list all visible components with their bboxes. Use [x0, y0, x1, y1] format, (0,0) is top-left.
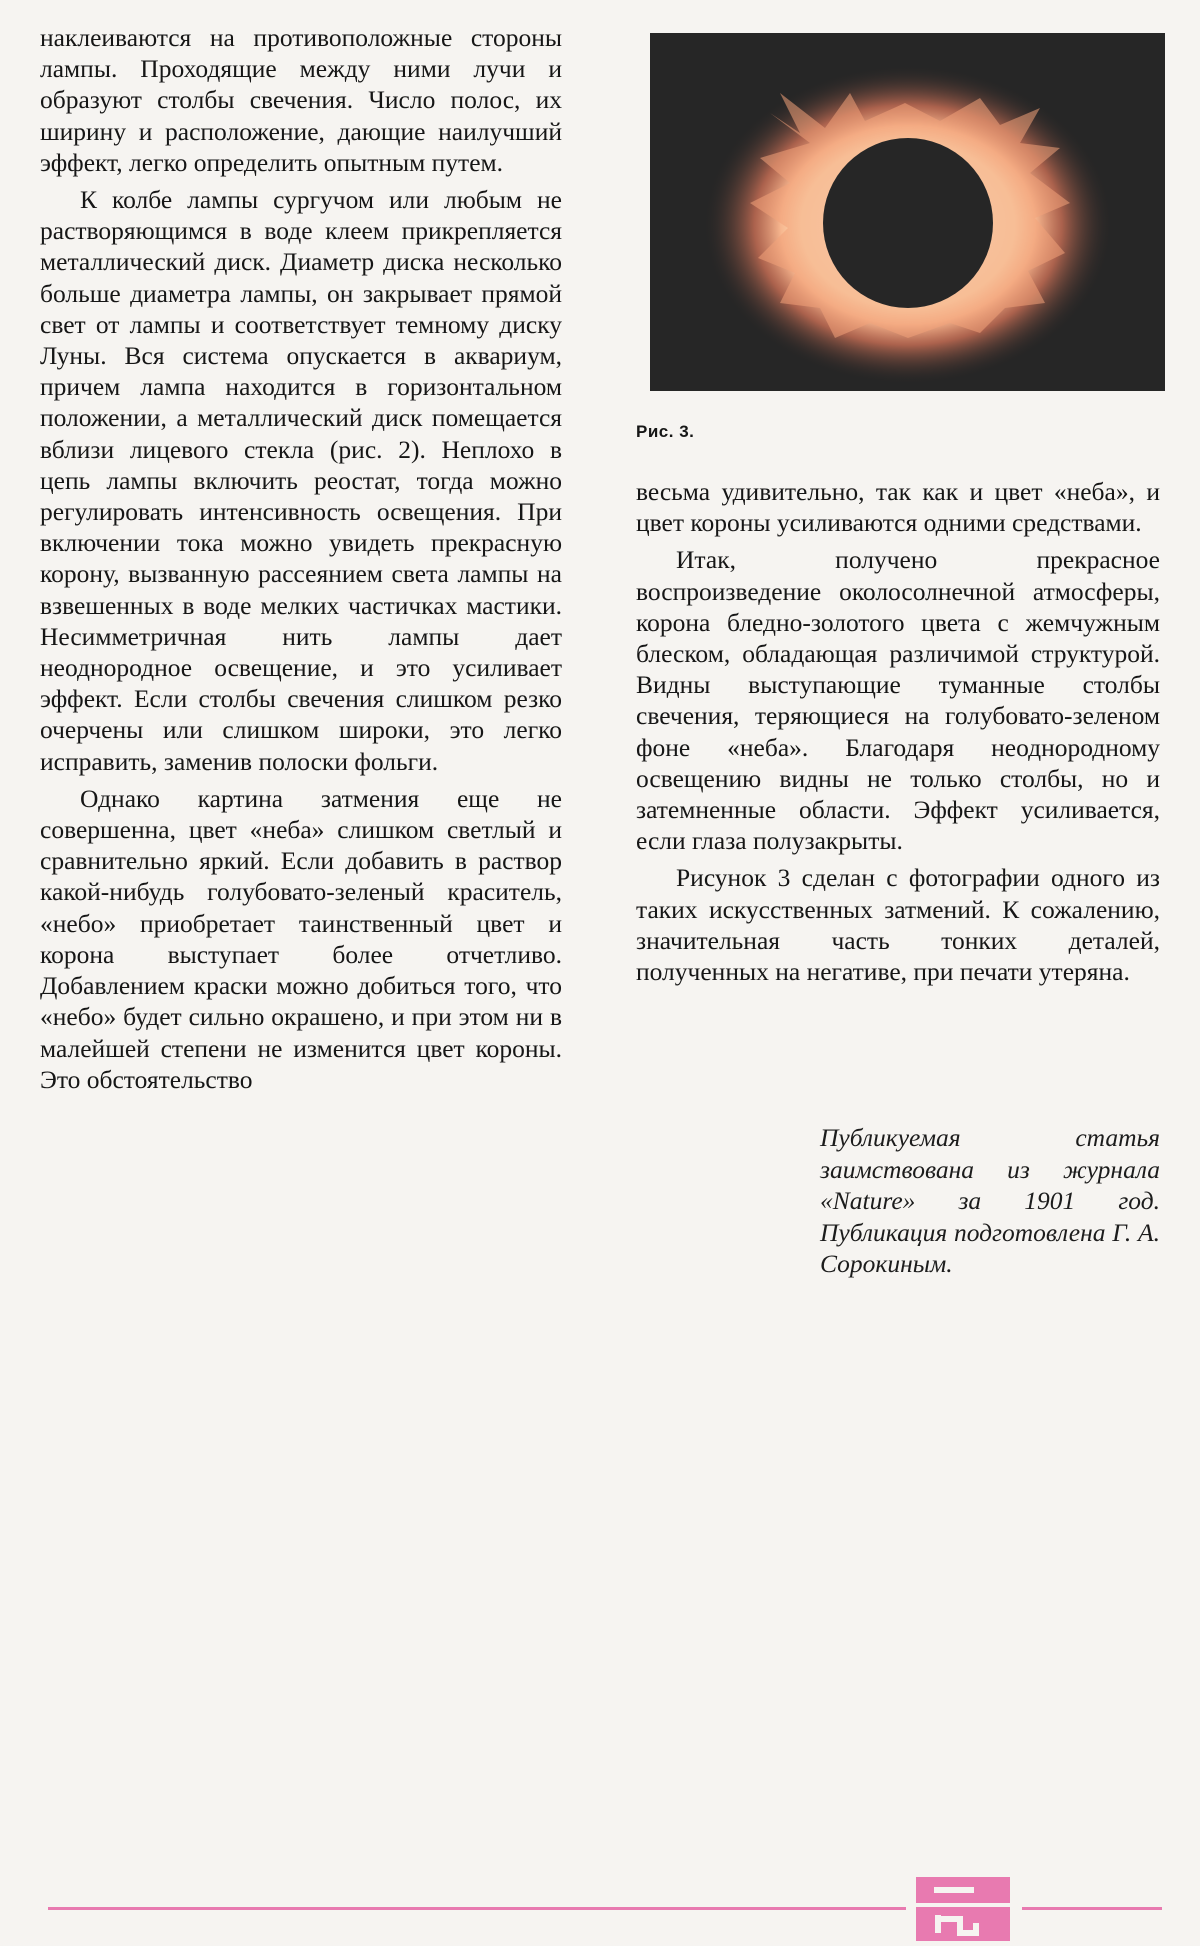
- paragraph: наклеиваются на противоположные стороны лампы. Проходящие между ними лучи и образуют столбы свечения. Число полос, их ширину и расположение, дающие наилучший эффект, легко определить опытным путем.: [40, 23, 562, 177]
- paragraph: весьма удивительно, так как и цвет «неба», и цвет короны усиливаются одними средствами.: [636, 477, 1160, 538]
- paragraph: Однако картина затмения еще не совершенна, цвет «неба» слишком светлый и сравнительно яркий. Если добавить в раствор какой-нибудь голубовато-зеленый краситель, «небо» приобретает таинственный цвет и корона выступает более отчетливо. Добавлением краски можно добиться того, что «небо» будет сильно окрашено, и при этом ни в малейшей степени не изменится цвет короны. Это обстоятельство: [40, 783, 562, 1094]
- publication-credit: Публикуемая статья заимствована из журнала «Nature» за 1901 год. Публикация подготовлена Г. А. Сорокиным.: [820, 1123, 1160, 1278]
- eclipse-illustration: [650, 33, 1165, 391]
- eclipse-photo: [650, 33, 1165, 391]
- figure-caption: Рис. 3.: [636, 422, 695, 441]
- footer-rule-left: [48, 1907, 906, 1910]
- footer-rule-right: [1022, 1907, 1162, 1910]
- article-column-left: [40, 22, 562, 1095]
- paragraph: К колбе лампы сургучом или любым не растворяющимся в воде клеем прикрепляется металлический диск. Диаметр диска несколько больше диаметра лампы, он закрывает прямой свет от лампы и соответствует темному диску Луны. Вся система опускается в аквариум, причем лампа находится в горизонтальном положении, а металлический диск помещается вблизи лицевого стекла (рис. 2). Неплохо в цепь лампы включить реостат, тогда можно регулировать интенсивность освещения. При включении тока можно увидеть прекрасную корону, вызванную рассеянием света лампы на взвешенных в воде мелких частичках мастики. Несимметричная нить лампы дает неоднородное освещение, и это усиливает эффект. Если столбы свечения слишком резко очерчены или слишком широки, это легко исправить, заменив полоски фольги.: [40, 185, 562, 776]
- article-column-right: [636, 476, 1160, 987]
- magazine-logo-icon: [916, 1877, 1010, 1946]
- paragraph: Рисунок 3 сделан с фотографии одного из таких искусственных затмений. К сожалению, значительная часть тонких деталей, полученных на негативе, при печати утеряна.: [636, 863, 1160, 987]
- moon-disk: [823, 138, 993, 308]
- paragraph: Итак, получено прекрасное воспроизведение околосолнечной атмосферы, корона бледно-золотого цвета с жемчужным блеском, обладающая различимой структурой. Видны выступающие туманные столбы свечения, теряющиеся на голубовато-зеленом фоне «неба». Благодаря неоднородному освещению видны не только столбы, но и затемненные области. Эффект усиливается, если глаза полузакрыты.: [636, 545, 1160, 856]
